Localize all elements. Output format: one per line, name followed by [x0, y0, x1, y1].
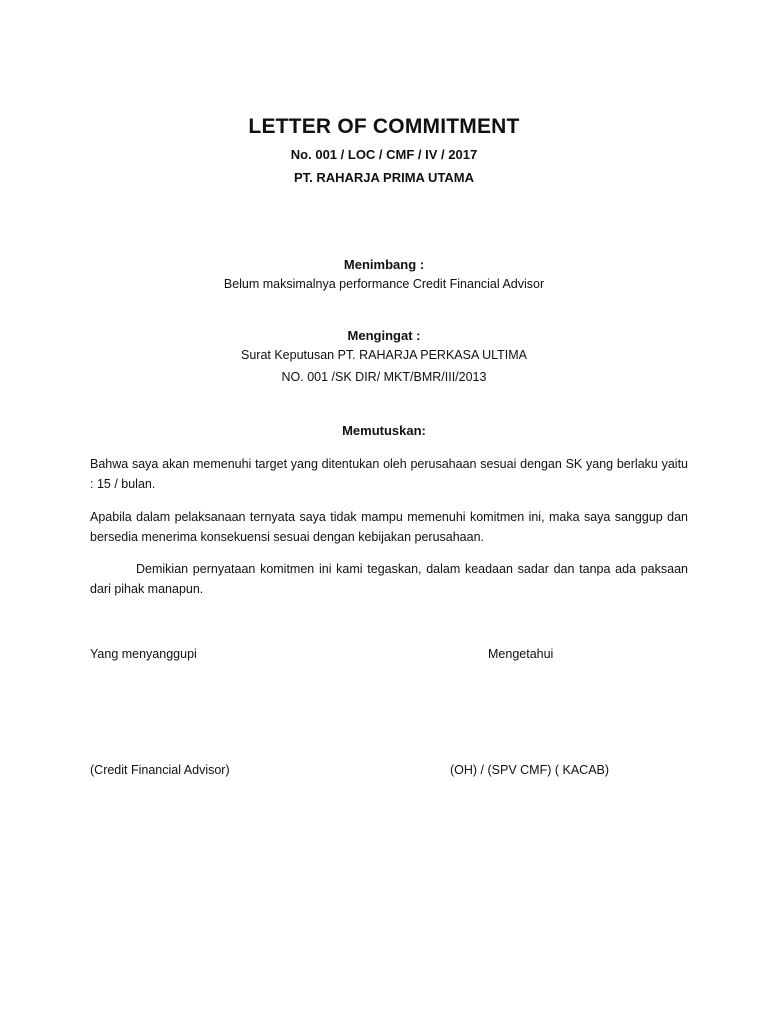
menimbang-text: Belum maksimalnya performance Credit Financial Advisor	[223, 277, 545, 291]
decision-paragraph-consequence: Apabila dalam pelaksanaan ternyata saya tidak mampu memenuhi komitmen ini, maka saya sanggup dan bersedia menerima konsekuensi sesuai dengan kebijakan perusahaan.	[90, 510, 688, 544]
memutuskan-heading: Memutuskan:	[342, 423, 426, 438]
mengingat-line-1: Surat Keputusan PT. RAHARJA PERKASA ULTIMA	[241, 348, 527, 362]
signer-right-label: Mengetahui	[488, 647, 554, 661]
signer-left-role: (Credit Financial Advisor)	[90, 763, 230, 777]
document-number: No. 001 / LOC / CMF / IV / 2017	[290, 147, 478, 162]
decision-paragraph-target: Bahwa saya akan memenuhi target yang ditentukan oleh perusahaan sesuai dengan SK yang berlaku yaitu : 15 / bulan.	[90, 457, 688, 491]
signer-right-role: (OH) / (SPV CMF) ( KACAB)	[450, 763, 610, 777]
mengingat-heading: Mengingat :	[347, 328, 421, 343]
closing-paragraph: Demikian pernyataan komitmen ini kami tegaskan, dalam keadaan sadar dan tanpa ada paksaan dari pihak manapun.	[90, 562, 688, 596]
menimbang-heading: Menimbang :	[343, 257, 425, 272]
company-name: PT. RAHARJA PRIMA UTAMA	[293, 170, 475, 185]
signer-left-label: Yang menyanggupi	[90, 647, 197, 661]
document-title: LETTER OF COMMITMENT	[248, 115, 520, 138]
mengingat-line-2: NO. 001 /SK DIR/ MKT/BMR/III/2013	[281, 370, 487, 384]
